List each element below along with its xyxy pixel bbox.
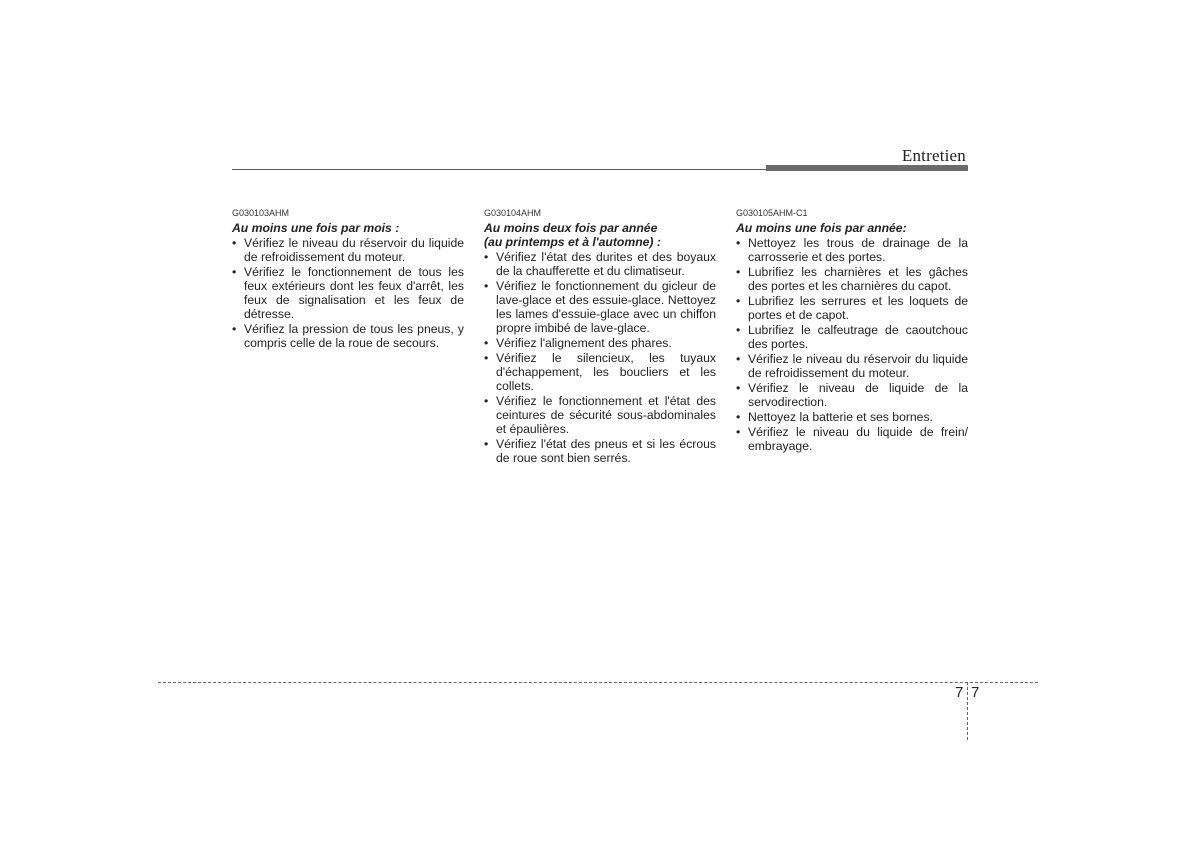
footer-rule — [158, 682, 1038, 683]
section-heading: Au moins une fois par mois : — [232, 221, 400, 235]
chapter-number: 7 — [955, 684, 964, 701]
section-code: G030103AHM — [232, 208, 290, 218]
section-code: G030105AHM-C1 — [736, 208, 808, 218]
checklist-item: • Vérifiez l'état des durites et des boyaux de la chaufferette et du climatiseur. — [484, 250, 716, 278]
header-bar — [766, 165, 968, 171]
checklist-item: • Vérifiez le fonctionnement du gicleur de lave-glace et des essuie-glace. Nettoyez les lames d'essuie-glace avec un chiffon propre imbibé de lave-glace. — [484, 279, 716, 335]
footer-divider — [967, 682, 968, 740]
section-heading: Au moins une fois par année: — [736, 221, 907, 235]
checklist-item: • Vérifiez le niveau du réservoir du liquide de refroidissement du moteur. — [232, 236, 464, 264]
checklist-item: • Vérifiez l'état des pneus et si les écrous de roue sont bien serrés. — [484, 437, 716, 465]
checklist-item: • Vérifiez le niveau du liquide de frein/ embrayage. — [736, 425, 968, 453]
checklist-item: • Lubrifiez les serrures et les loquets de portes et de capot. — [736, 294, 968, 322]
checklist — [736, 236, 968, 453]
checklist — [232, 236, 464, 350]
section-heading: Au moins deux fois par année (au printemps et à l'automne) : — [484, 221, 661, 249]
checklist-item: • Vérifiez le fonctionnement de tous les feux extérieurs dont les feux d'arrêt, les feux de signalisation et les feux de détresse. — [232, 265, 464, 321]
checklist — [484, 250, 716, 465]
column-monthly — [232, 207, 464, 351]
page-number: 7 — [971, 684, 980, 701]
section-code: G030104AHM — [484, 208, 542, 218]
checklist-item: • Vérifiez la pression de tous les pneus, y compris celle de la roue de secours. — [232, 322, 464, 350]
checklist-item: • Lubrifiez les charnières et les gâches des portes et les charnières du capot. — [736, 265, 968, 293]
checklist-item: • Vérifiez l'alignement des phares. — [484, 336, 716, 350]
checklist-item: • Lubrifiez le calfeutrage de caoutchouc des portes. — [736, 323, 968, 351]
section-title: Entretien — [901, 146, 966, 165]
checklist-item: • Nettoyez les trous de drainage de la carrosserie et des portes. — [736, 236, 968, 264]
checklist-item: • Vérifiez le niveau de liquide de la servodirection. — [736, 381, 968, 409]
checklist-item: • Nettoyez la batterie et ses bornes. — [736, 410, 968, 424]
checklist-item: • Vérifiez le silencieux, les tuyaux d'échappement, les boucliers et les collets. — [484, 351, 716, 393]
column-yearly — [736, 207, 968, 454]
checklist-item: • Vérifiez le fonctionnement et l'état des ceintures de sécurité sous-abdominales et épaulières. — [484, 394, 716, 436]
column-twice-yearly — [484, 207, 716, 466]
header-rule — [232, 169, 766, 170]
checklist-item: • Vérifiez le niveau du réservoir du liquide de refroidissement du moteur. — [736, 352, 968, 380]
